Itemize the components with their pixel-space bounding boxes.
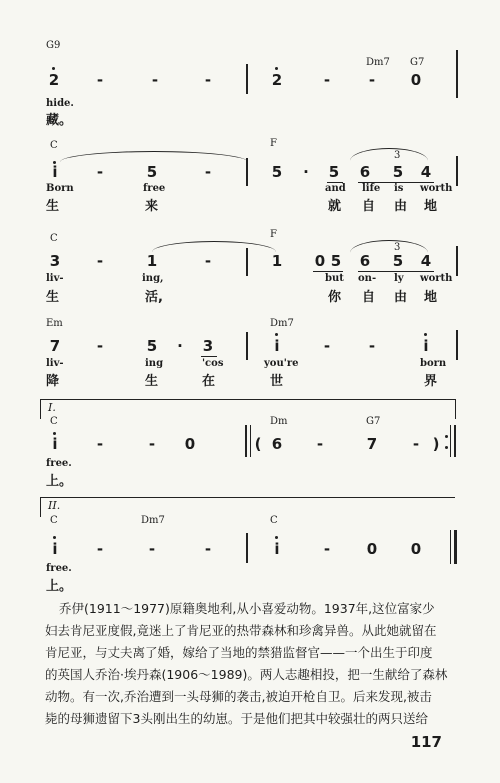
note: 0 bbox=[184, 435, 196, 453]
tuplet-mark: 3 bbox=[394, 242, 401, 253]
note: ( bbox=[254, 435, 262, 453]
lyric-english: ing bbox=[145, 358, 164, 369]
lyric-english: life bbox=[362, 183, 381, 194]
note: 1 bbox=[146, 252, 158, 270]
note: - bbox=[96, 337, 104, 355]
bar-line bbox=[456, 246, 458, 276]
note: - bbox=[368, 337, 376, 355]
lyric-chinese: 自 bbox=[362, 290, 376, 305]
bar-line bbox=[456, 50, 458, 98]
bar-line bbox=[456, 156, 458, 186]
lyric-english: is bbox=[394, 183, 404, 194]
octave-dot bbox=[275, 67, 278, 70]
note: i bbox=[52, 435, 58, 453]
chord-label: Dm7 bbox=[366, 57, 390, 68]
underline-beam bbox=[358, 271, 434, 272]
note: 5 bbox=[328, 163, 340, 181]
repeat-dot bbox=[445, 435, 448, 438]
lyric-english: you're bbox=[264, 358, 299, 369]
note: 3 bbox=[202, 337, 214, 355]
ending-bracket bbox=[40, 399, 455, 400]
note: - bbox=[96, 540, 104, 558]
chord-label: Em bbox=[46, 318, 63, 329]
lyric-chinese: 地 bbox=[424, 290, 438, 305]
lyric-chinese: 来 bbox=[145, 199, 159, 214]
note: - bbox=[96, 435, 104, 453]
chord-label: F bbox=[270, 138, 277, 149]
repeat-start-bar bbox=[250, 425, 251, 457]
repeat-dot bbox=[445, 446, 448, 449]
lyric-chinese: 藏。 bbox=[46, 113, 73, 128]
ending-bracket bbox=[40, 497, 455, 498]
lyric-chinese: 地 bbox=[424, 199, 438, 214]
lyric-chinese: 界 bbox=[424, 374, 438, 389]
bar-line bbox=[246, 158, 248, 186]
note: - bbox=[412, 435, 420, 453]
ending-bracket-left bbox=[40, 497, 41, 517]
note: - bbox=[323, 71, 331, 89]
note: ) bbox=[432, 435, 440, 453]
note: 0 bbox=[366, 540, 378, 558]
lyric-english: born bbox=[420, 358, 447, 369]
slur bbox=[152, 241, 276, 252]
note: 0 bbox=[410, 540, 422, 558]
lyric-chinese: 世 bbox=[270, 374, 284, 389]
note: 7 bbox=[49, 337, 61, 355]
paragraph-line: 肯尼亚，与丈夫离了婚，嫁给了当地的禁猎监督官——一个出生于印度 bbox=[45, 645, 433, 660]
lyric-english: free. bbox=[46, 458, 72, 469]
note: 6 bbox=[359, 163, 371, 181]
slur bbox=[350, 148, 428, 161]
underline-beam bbox=[313, 271, 343, 272]
note: 5 bbox=[146, 337, 158, 355]
note: - bbox=[96, 163, 104, 181]
octave-dot bbox=[52, 67, 55, 70]
note: 2 bbox=[271, 71, 283, 89]
note: 5 bbox=[392, 163, 404, 181]
lyric-chinese: 你 bbox=[328, 290, 342, 305]
bar-line bbox=[246, 248, 248, 276]
note: 2 bbox=[48, 71, 60, 89]
lyric-english: hide. bbox=[46, 98, 74, 109]
lyric-english: but bbox=[325, 273, 344, 284]
ending-number: II. bbox=[48, 499, 61, 512]
lyric-chinese: 生 bbox=[145, 374, 159, 389]
lyric-english: free. bbox=[46, 563, 72, 574]
paragraph-line: 动物。有一次,乔治遭到一头母狮的袭击,被迫开枪自卫。后来发现,被击 bbox=[45, 689, 432, 704]
chord-label: C bbox=[50, 140, 58, 151]
note: 5 bbox=[146, 163, 158, 181]
note: 0 bbox=[314, 252, 326, 270]
lyric-chinese: 活, bbox=[145, 290, 163, 305]
note: - bbox=[368, 71, 376, 89]
note: · bbox=[177, 337, 183, 355]
chord-label: Dm7 bbox=[270, 318, 294, 329]
ending-bracket-left bbox=[40, 399, 41, 419]
note: 1 bbox=[271, 252, 283, 270]
paragraph-line: 乔伊(1911～1977)原籍奥地利,从小喜爱动物。1937年,这位富家少 bbox=[59, 601, 435, 616]
note: - bbox=[96, 71, 104, 89]
bar-line bbox=[456, 330, 458, 360]
lyric-english: on- bbox=[358, 273, 377, 284]
chord-label: C bbox=[50, 233, 58, 244]
chord-label: G7 bbox=[366, 416, 381, 427]
repeat-end-bar bbox=[454, 425, 456, 457]
chord-label: G9 bbox=[46, 40, 61, 51]
note: 0 bbox=[410, 71, 422, 89]
note: 5 bbox=[330, 252, 342, 270]
lyric-english: worth bbox=[420, 183, 453, 194]
lyric-english: ly bbox=[394, 273, 404, 284]
note: 7 bbox=[366, 435, 378, 453]
chord-label: C bbox=[50, 416, 58, 427]
lyric-chinese: 自 bbox=[362, 199, 376, 214]
lyric-chinese: 生 bbox=[46, 290, 60, 305]
chord-label: Dm bbox=[270, 416, 288, 427]
lyric-chinese: 上。 bbox=[46, 579, 73, 594]
page-number: 117 bbox=[410, 733, 442, 751]
lyric-chinese: 由 bbox=[394, 290, 408, 305]
octave-dot bbox=[53, 536, 56, 539]
note: - bbox=[148, 540, 156, 558]
tuplet-mark: 3 bbox=[394, 150, 401, 161]
lyric-english: worth bbox=[420, 273, 453, 284]
note: - bbox=[323, 337, 331, 355]
lyric-english: ing, bbox=[142, 273, 164, 284]
note: - bbox=[204, 540, 212, 558]
note: - bbox=[96, 252, 104, 270]
note: 5 bbox=[271, 163, 283, 181]
final-bar bbox=[450, 530, 451, 564]
octave-dot bbox=[424, 333, 427, 336]
lyric-chinese: 生 bbox=[46, 199, 60, 214]
lyric-english: liv- bbox=[46, 358, 64, 369]
note: - bbox=[204, 163, 212, 181]
note: - bbox=[316, 435, 324, 453]
note: 4 bbox=[420, 163, 432, 181]
lyric-english: free bbox=[143, 183, 166, 194]
ending-number: I. bbox=[48, 401, 56, 414]
note: i bbox=[52, 540, 58, 558]
paragraph-line: 毙的母狮遗留下3头刚出生的幼崽。于是他们把其中较强壮的两只送给 bbox=[45, 711, 428, 726]
octave-dot bbox=[275, 333, 278, 336]
lyric-chinese: 上。 bbox=[46, 474, 73, 489]
chord-label: C bbox=[50, 515, 58, 526]
octave-dot bbox=[275, 536, 278, 539]
bar-line bbox=[246, 64, 248, 94]
paragraph-line: 的英国人乔治·埃丹森(1906～1989)。两人志趣相投，把一生献给了森林 bbox=[45, 667, 448, 682]
note: i bbox=[52, 163, 58, 181]
note: - bbox=[204, 252, 212, 270]
lyric-english: 'cos bbox=[202, 358, 224, 369]
chord-label: F bbox=[270, 229, 277, 240]
repeat-end-bar bbox=[450, 425, 451, 457]
slur bbox=[60, 151, 248, 162]
ending-bracket-right bbox=[455, 399, 456, 419]
note: 6 bbox=[271, 435, 283, 453]
note: - bbox=[204, 71, 212, 89]
note: 4 bbox=[420, 252, 432, 270]
note: 6 bbox=[359, 252, 371, 270]
underline-beam bbox=[201, 356, 217, 357]
paragraph-line: 妇去肯尼亚度假,竟迷上了肯尼亚的热带森林和珍禽异兽。从此她就留在 bbox=[45, 623, 437, 638]
lyric-chinese: 在 bbox=[202, 374, 216, 389]
note: 5 bbox=[392, 252, 404, 270]
final-bar bbox=[454, 530, 457, 564]
note: - bbox=[151, 71, 159, 89]
note: 3 bbox=[49, 252, 61, 270]
lyric-english: and bbox=[325, 183, 346, 194]
lyric-english: Born bbox=[46, 183, 74, 194]
bar-line bbox=[246, 332, 248, 360]
note: i bbox=[423, 337, 429, 355]
lyric-chinese: 降 bbox=[46, 374, 60, 389]
chord-label: G7 bbox=[410, 57, 425, 68]
note: - bbox=[323, 540, 331, 558]
lyric-chinese: 就 bbox=[328, 199, 342, 214]
note: · bbox=[303, 163, 309, 181]
chord-label: Dm7 bbox=[141, 515, 165, 526]
lyric-chinese: 由 bbox=[394, 199, 408, 214]
body-paragraph bbox=[45, 598, 455, 730]
repeat-start-bar bbox=[245, 425, 247, 457]
note: i bbox=[274, 540, 280, 558]
lyric-english: liv- bbox=[46, 273, 64, 284]
chord-label: C bbox=[270, 515, 278, 526]
note: - bbox=[148, 435, 156, 453]
note: i bbox=[274, 337, 280, 355]
bar-line bbox=[246, 533, 248, 563]
